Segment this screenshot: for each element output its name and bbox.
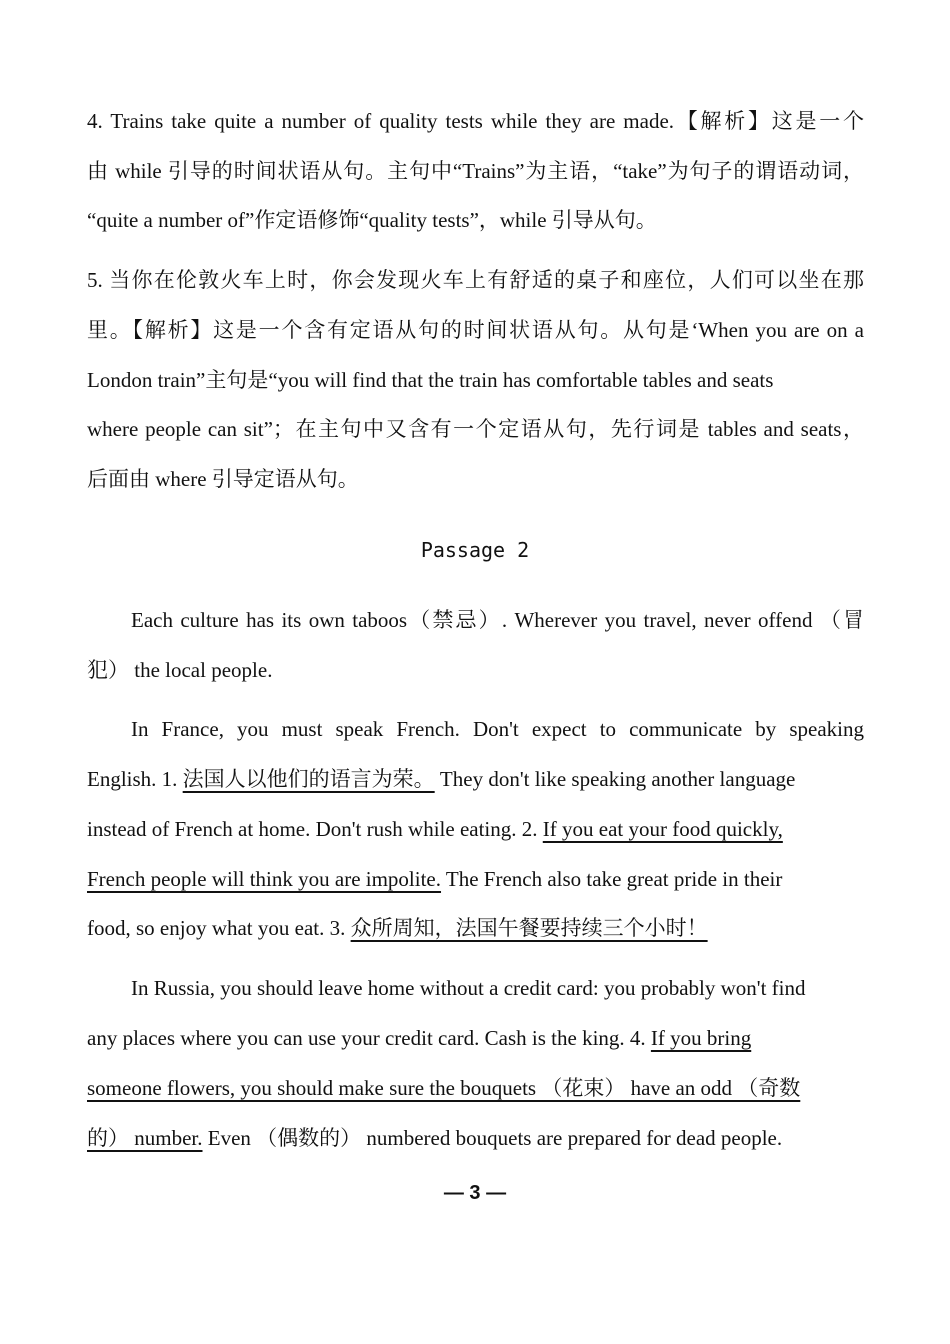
item5-line2: 里。【解析】这是一个含有定语从句的时间状语从句。从句是‘When you are on a	[87, 318, 864, 342]
para3-text: Even （偶数的） numbered bouquets are prepared for dead people.	[202, 1126, 783, 1150]
para2-text: They don't like speaking another language	[434, 767, 796, 791]
para3-line1: In Russia, you should leave home without a credit card: you probably won't find	[131, 976, 806, 1000]
para3-line3	[87, 1073, 864, 1103]
answer-1: 法国人以他们的语言为荣。	[182, 767, 435, 791]
answer-3: 众所周知，法国午餐要持续三个小时！	[350, 916, 708, 940]
para2-text: food, so enjoy what you eat. 3.	[87, 916, 351, 940]
item5-line5: 后面由 where 引导定语从句。	[87, 467, 359, 491]
item5-line4: where people can sit”；在主句中又含有一个定语从句，先行词是 tables and seats，	[87, 417, 864, 441]
answer-4: someone flowers, you should make sure the bouquets （花束） have an odd （奇数	[87, 1076, 801, 1100]
para3-line2	[87, 1023, 864, 1053]
para2-line3	[87, 814, 864, 844]
para2-text: English. 1.	[87, 767, 183, 791]
item4-line1: 4. Trains take quite a number of quality tests while they are made.【解析】这是一个	[87, 109, 864, 133]
para2-line4	[87, 864, 864, 894]
para1-line1: Each culture has its own taboos（禁忌）. Wherever you travel, never offend （冒	[131, 608, 864, 632]
para2-line1: In France, you must speak French. Don't expect to communicate by speaking	[131, 717, 864, 741]
para3-text: any places where you can use your credit card. Cash is the king. 4.	[87, 1026, 651, 1050]
para2-text: instead of French at home. Don't rush while eating. 2.	[87, 817, 543, 841]
item4-line3: “quite a number of”作定语修饰“quality tests”，while 引导从句。	[87, 208, 657, 232]
para2-line5	[87, 913, 864, 943]
passage-title: Passage 2	[420, 538, 530, 562]
para1-line2: 犯） the local people.	[87, 658, 273, 682]
para2-line2	[87, 764, 864, 794]
answer-2: If you eat your food quickly,	[542, 817, 783, 841]
para2-text: The French also take great pride in their	[441, 867, 783, 891]
answer-4: 的） number.	[87, 1126, 203, 1150]
item4-line2: 由 while 引导的时间状语从句。主句中“Trains”为主语，“take”为句子的谓语动词，	[87, 159, 864, 183]
answer-4: If you bring	[650, 1026, 752, 1050]
item5-line1: 5. 当你在伦敦火车上时，你会发现火车上有舒适的桌子和座位，人们可以坐在那	[87, 268, 864, 292]
item5-line3: London train”主句是“you will find that the train has comfortable tables and seats	[87, 368, 774, 392]
para3-line4	[87, 1123, 864, 1153]
answer-2: French people will think you are impolite.	[87, 867, 442, 891]
page-number: — 3 —	[443, 1182, 507, 1204]
